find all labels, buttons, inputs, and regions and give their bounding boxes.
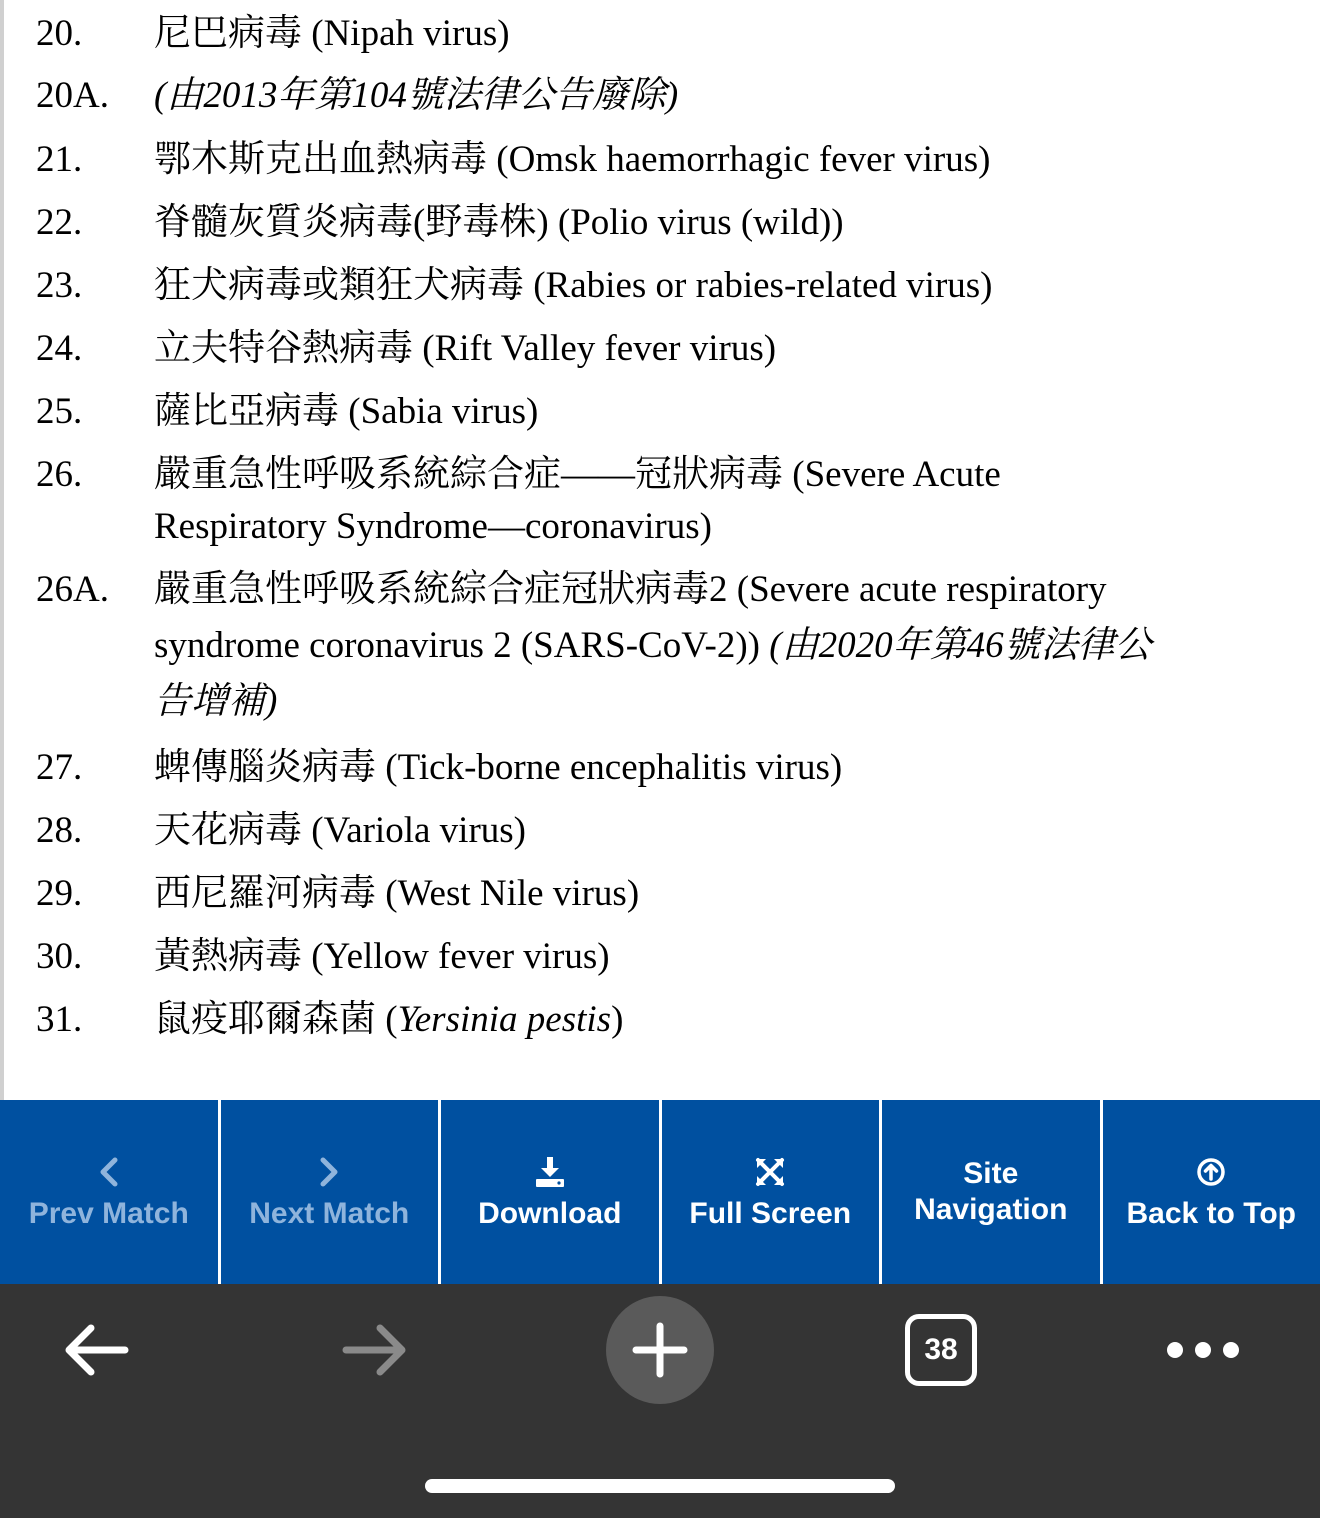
item-text: 嚴重急性呼吸系統綜合症——冠狀病毒 (Severe Acute Respiratory Syndrome—coronavirus) xyxy=(154,454,1001,547)
next-match-button[interactable] xyxy=(221,1100,442,1284)
chevron-left-icon xyxy=(97,1152,121,1192)
item-text: 鼠疫耶爾森菌 (Yersinia pestis) xyxy=(154,999,624,1040)
item-text: 狂犬病毒或類狂犬病毒 (Rabies or rabies-related virus) xyxy=(154,265,993,306)
download-label: Download xyxy=(478,1197,622,1230)
site-navigation-label-line2: Navigation xyxy=(914,1193,1068,1226)
prev-match-label: Prev Match xyxy=(28,1197,189,1230)
document-toolbar xyxy=(0,1100,1320,1284)
item-text: 鄂木斯克出血熱病毒 (Omsk haemorrhagic fever virus) xyxy=(154,139,991,180)
site-navigation-button[interactable] xyxy=(882,1100,1103,1284)
item-number: 24. xyxy=(36,328,83,369)
next-match-label: Next Match xyxy=(249,1197,410,1230)
item-text: 薩比亞病毒 (Sabia virus) xyxy=(154,391,539,432)
back-arrow-icon[interactable] xyxy=(55,1314,135,1386)
item-text: 立夫特谷熱病毒 (Rift Valley fever virus) xyxy=(154,328,777,369)
forward-arrow-icon[interactable] xyxy=(336,1314,416,1386)
item-text: 尼巴病毒 (Nipah virus) xyxy=(154,13,510,54)
item-number: 27. xyxy=(36,747,83,788)
tab-count: 38 xyxy=(905,1314,977,1386)
home-indicator xyxy=(425,1479,895,1493)
item-number: 29. xyxy=(36,873,83,914)
item-text: 西尼羅河病毒 (West Nile virus) xyxy=(154,873,640,914)
item-text: 脊髓灰質炎病毒(野毒株) (Polio virus (wild)) xyxy=(154,202,844,243)
prev-match-button[interactable] xyxy=(0,1100,221,1284)
expand-icon xyxy=(754,1152,786,1192)
back-to-top-button[interactable] xyxy=(1103,1100,1320,1284)
plus-icon xyxy=(630,1320,690,1380)
left-border xyxy=(0,0,4,1100)
item-number: 25. xyxy=(36,391,83,432)
item-number: 21. xyxy=(36,139,83,180)
item-text: 嚴重急性呼吸系統綜合症冠狀病毒2 (Severe acute respiratory syndrome coronavirus 2 (SARS-CoV-2)) (由2020年第46號法律公 告增補) xyxy=(154,569,1152,722)
item-text: (由2013年第104號法律公告廢除) xyxy=(154,75,679,116)
full-screen-button[interactable] xyxy=(662,1100,883,1284)
item-number: 26. xyxy=(36,454,83,495)
download-button[interactable] xyxy=(441,1100,662,1284)
chevron-right-icon xyxy=(317,1152,341,1192)
item-text: 天花病毒 (Variola virus) xyxy=(154,810,526,851)
download-icon xyxy=(533,1152,567,1192)
new-tab-button[interactable] xyxy=(606,1296,714,1404)
full-screen-label: Full Screen xyxy=(689,1197,852,1230)
item-text: 蜱傳腦炎病毒 (Tick-borne encephalitis virus) xyxy=(154,747,843,788)
item-number: 31. xyxy=(36,999,83,1040)
tab-switcher-button[interactable] xyxy=(904,1313,978,1387)
item-number: 20. xyxy=(36,13,83,54)
item-number: 30. xyxy=(36,936,83,977)
item-text: 黃熱病毒 (Yellow fever virus) xyxy=(154,936,610,977)
more-menu-icon[interactable] xyxy=(1160,1330,1246,1370)
back-to-top-label: Back to Top xyxy=(1126,1197,1296,1230)
item-number: 20A. xyxy=(36,75,109,116)
site-navigation-label-line1: Site xyxy=(963,1157,1019,1190)
item-number: 28. xyxy=(36,810,83,851)
item-number: 23. xyxy=(36,265,83,306)
arrow-up-circle-icon xyxy=(1195,1152,1227,1192)
item-number: 26A. xyxy=(36,569,109,610)
item-number: 22. xyxy=(36,202,83,243)
